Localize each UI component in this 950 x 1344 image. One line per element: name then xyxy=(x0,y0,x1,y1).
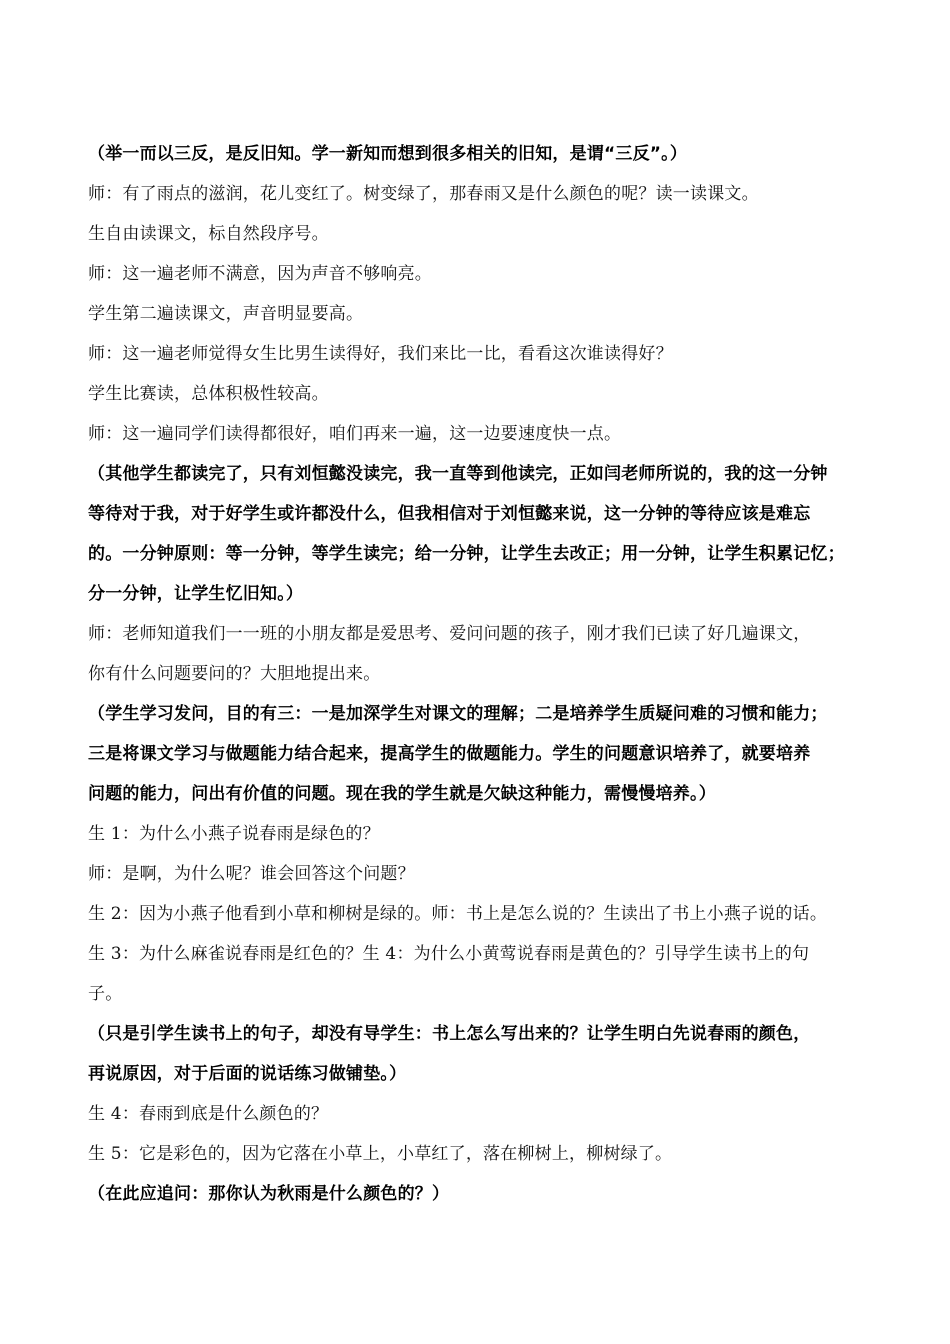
text-line: 的。一分钟原则：等一分钟，等学生读完；给一分钟，让学生去改正；用一分钟，让学生积累记忆； xyxy=(88,544,845,564)
text-line: 师：老师知道我们一一班的小朋友都是爱思考、爱问问题的孩子，刚才我们已读了好几遍课文， xyxy=(88,624,811,644)
text-line: 学生比赛读，总体积极性较高。 xyxy=(88,384,329,404)
text-line: 三是将课文学习与做题能力结合起来，提高学生的做题能力。学生的问题意识培养了，就要培养 xyxy=(88,744,811,764)
text-line: 再说原因，对于后面的说话练习做铺垫。） xyxy=(88,1064,407,1084)
text-line: 生 3：为什么麻雀说春雨是红色的？生 4：为什么小黄莺说春雨是黄色的？引导学生读书上的句 xyxy=(88,944,810,964)
text-line: 等待对于我，对于好学生或许都没什么，但我相信对于刘恒懿来说，这一分钟的等待应该是难忘 xyxy=(88,504,811,524)
document-body xyxy=(88,134,878,1214)
text-line: 你有什么问题要问的？大胆地提出来。 xyxy=(88,664,381,684)
text-line: 问题的能力，问出有价值的问题。现在我的学生就是欠缺这种能力，需慢慢培养。） xyxy=(88,784,716,804)
text-line: 师：是啊，为什么呢？谁会回答这个问题？ xyxy=(88,864,415,884)
text-line: 师：这一遍老师觉得女生比男生读得好，我们来比一比，看看这次谁读得好？ xyxy=(88,344,673,364)
text-line: （只是引学生读书上的句子，却没有导学生：书上怎么写出来的？让学生明白先说春雨的颜色， xyxy=(88,1024,811,1044)
text-line: （学生学习发问，目的有三：一是加深学生对课文的理解；二是培养学生质疑问难的习惯和能力； xyxy=(88,704,828,724)
text-line: 生 2：因为小燕子他看到小草和柳树是绿的。师：书上是怎么说的？生读出了书上小燕子说的话。 xyxy=(88,904,828,924)
text-line: 生 1：为什么小燕子说春雨是绿色的？ xyxy=(88,824,380,844)
text-line: （在此应追问：那你认为秋雨是什么颜色的？） xyxy=(88,1184,450,1204)
text-line: 师：有了雨点的滋润，花儿变红了。树变绿了，那春雨又是什么颜色的呢？读一读课文。 xyxy=(88,184,759,204)
text-line: 生自由读课文，标自然段序号。 xyxy=(88,224,329,244)
text-line: 生 5：它是彩色的，因为它落在小草上，小草红了，落在柳树上，柳树绿了。 xyxy=(88,1144,673,1164)
text-line: 生 4：春雨到底是什么颜色的？ xyxy=(88,1104,329,1124)
text-line: （其他学生都读完了，只有刘恒懿没读完，我一直等到他读完，正如闫老师所说的，我的这一分钟 xyxy=(88,464,828,484)
text-line: 子。 xyxy=(88,984,123,1004)
text-line: （举一而以三反，是反旧知。学一新知而想到很多相关的旧知，是谓“三反”。） xyxy=(88,144,688,164)
text-line: 师：这一遍老师不满意，因为声音不够响亮。 xyxy=(88,264,432,284)
text-line: 分一分钟，让学生忆旧知。） xyxy=(88,584,304,604)
text-line: 师：这一遍同学们读得都很好，咱们再来一遍，这一边要速度快一点。 xyxy=(88,424,622,444)
text-line: 学生第二遍读课文，声音明显要高。 xyxy=(88,304,364,324)
